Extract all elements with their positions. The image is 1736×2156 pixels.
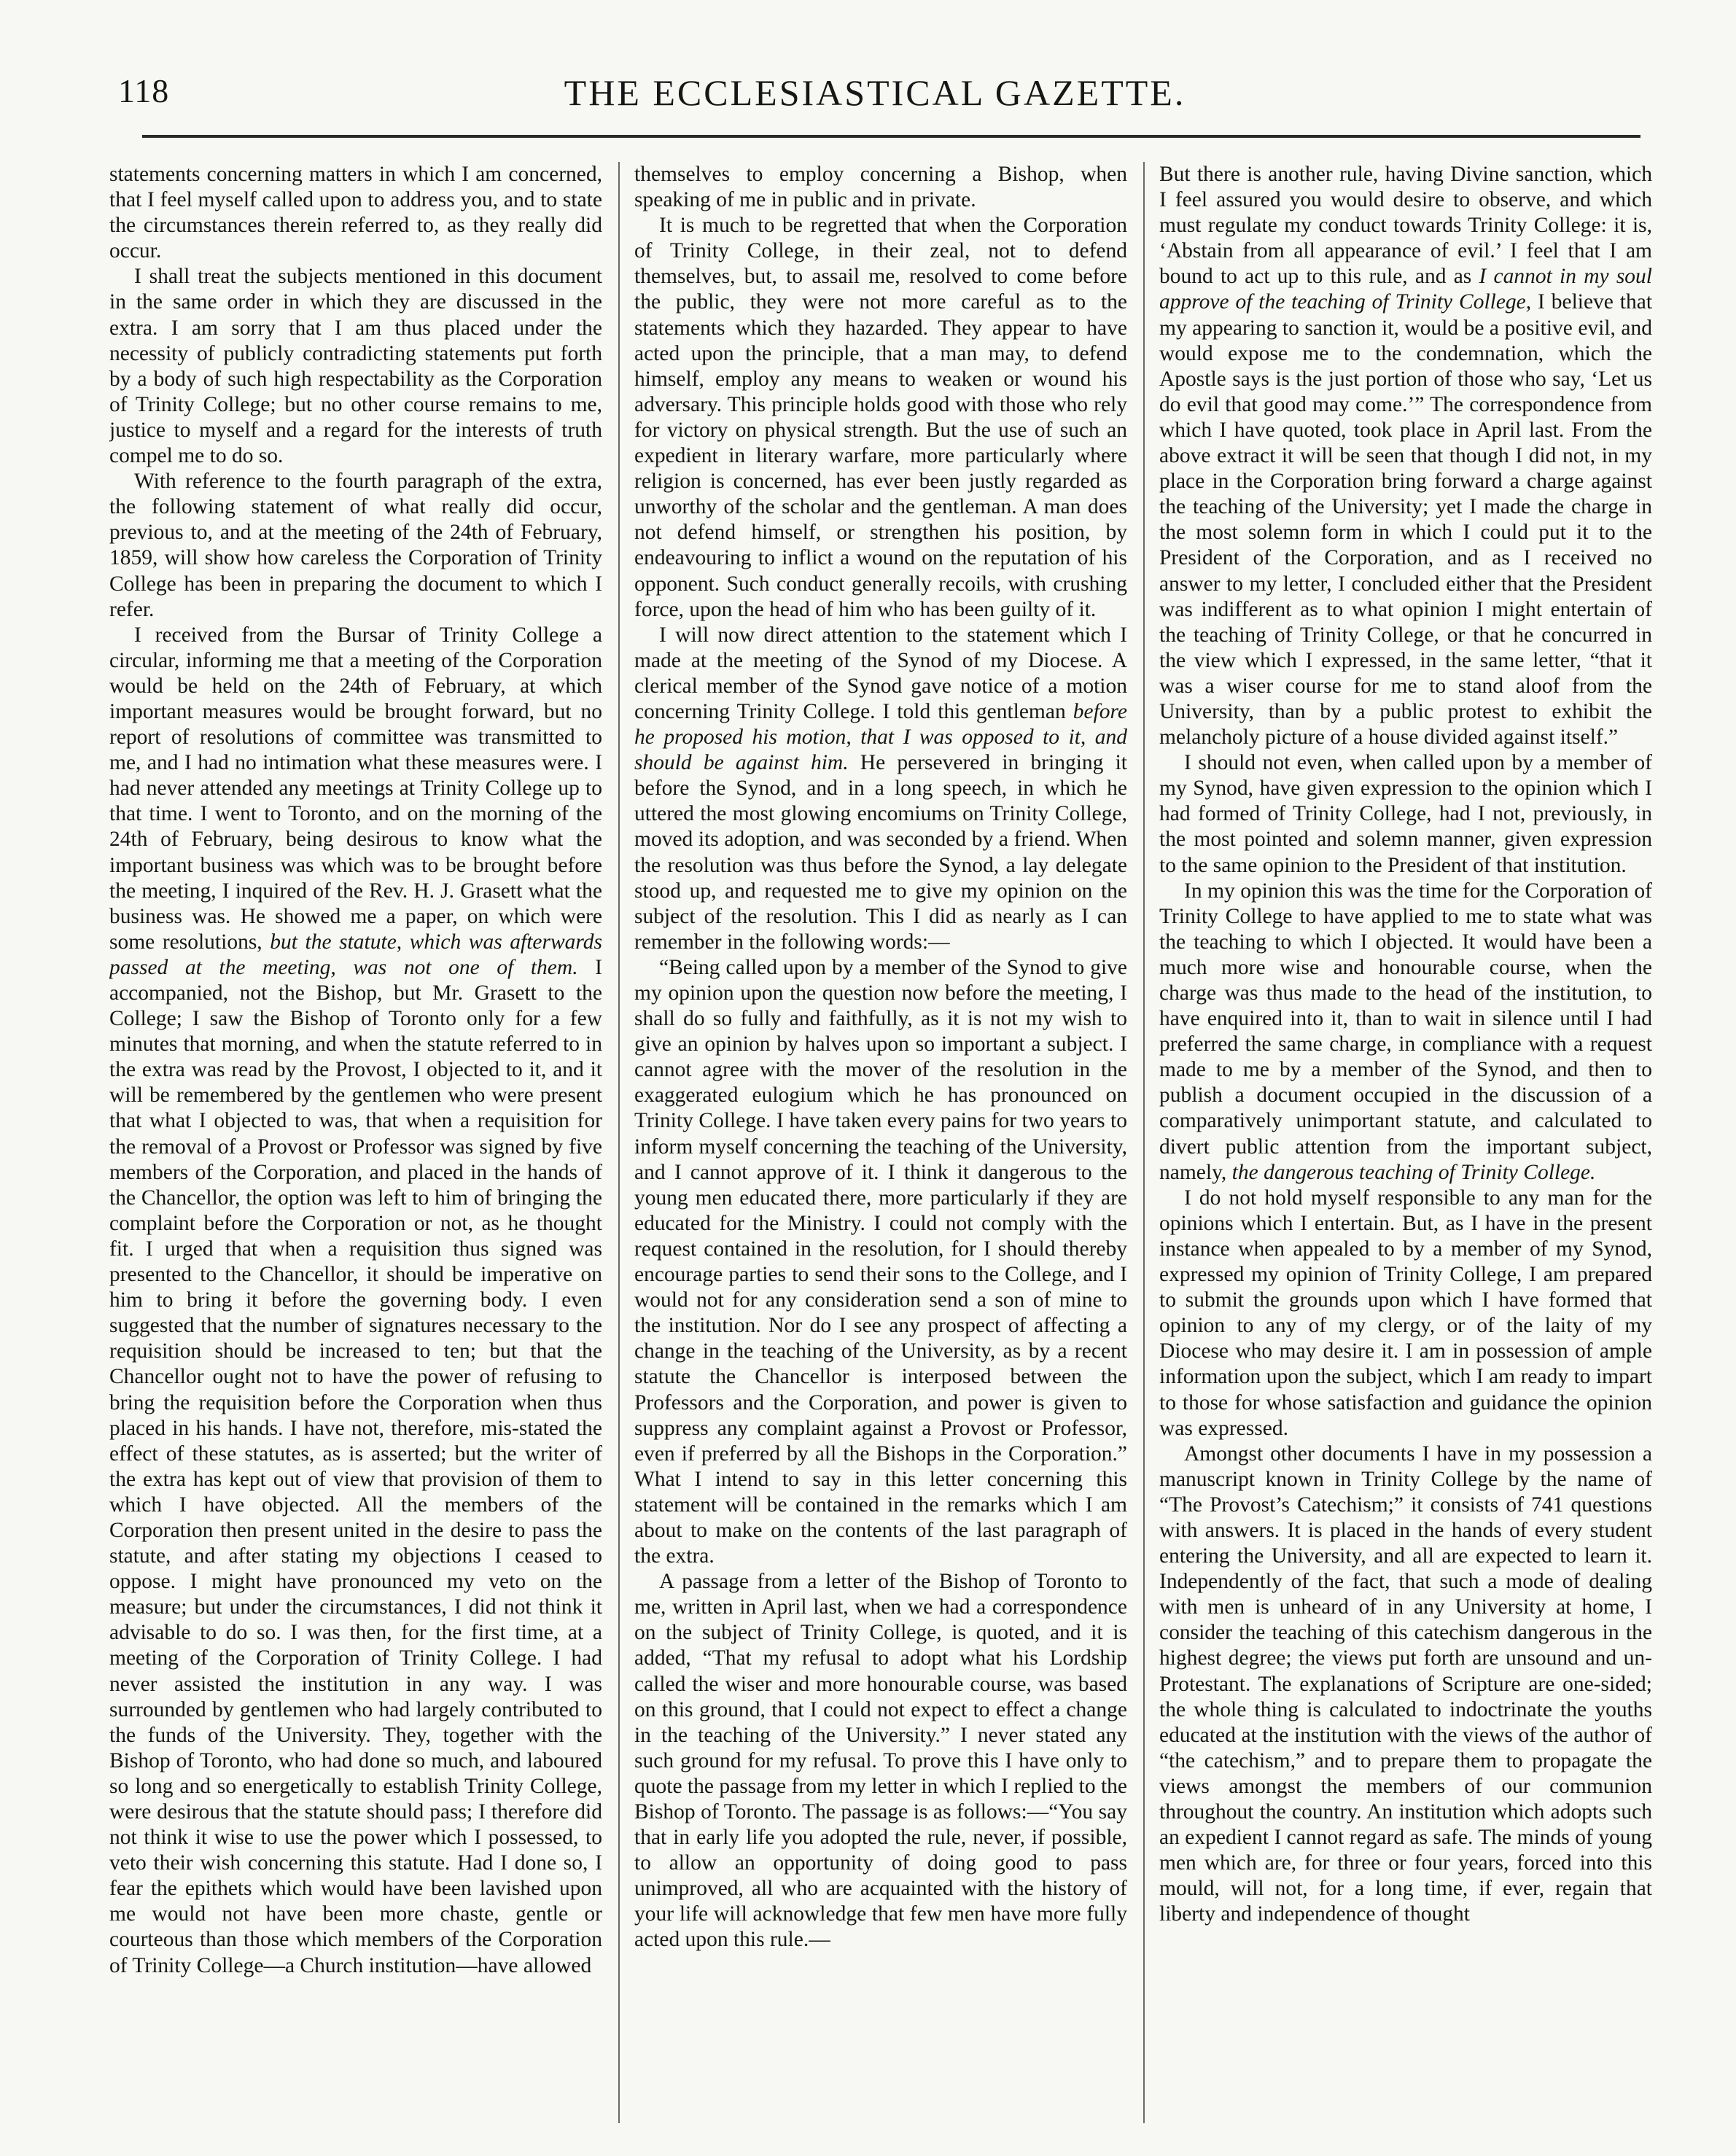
article-columns <box>109 162 1652 2123</box>
paragraph-text: It is much to be regretted that when the Corporation of Trinity College, in their zeal, not to defend themselves, but, to assail me, resolved to come before the public, they were not more careful as to the statements which they hazarded. They appear to have acted upon the principle, that a man may, to defend himself, employ any means to weaken or wound his adversary. This principle holds good with those who rely for victory on physical strength. But the use of such an expedient in literary warfare, more particularly where religion is concerned, has ever been justly regarded as unworthy of the scholar and the gentleman. A man does not defend himself, or strengthen his position, by endeavouring to inflict a wound on the reputation of his opponent. Such conduct generally recoils, with crushing force, upon the head of him who has been guilty of it. <box>634 214 1127 621</box>
page-number: 118 <box>118 72 170 109</box>
paragraph-text: A passage from a letter of the Bishop of Toronto to me, written in April last, when we had a correspondence on the subject of Trinity College, is quoted, and it is added, “That my refusal to adopt what his Lordship called the wiser and more honourable course, was based on this ground, that I could not expect to effect a change in the teaching of the University.” I never stated any such ground for my refusal. To prove this I have only to quote the passage from my letter in which I replied to the Bishop of Toronto. The passage is as follows:—“You say that in early life you adopted the rule, never, if possible, to allow an opportunity of doing good to pass unimproved, all who are acquainted with the history of your life will acknowledge that few men have more fully acted upon this rule.— <box>634 1570 1127 1952</box>
paragraph-text: I will now direct attention to the statement which I made at the meeting of the Synod of my Diocese. A clerical member of the Synod gave notice of a motion concerning Trinity College. I told this gentleman <box>634 623 1127 723</box>
paragraph-text: In my opinion this was the time for the Corporation of Trinity College to have applied to me to state what was the teaching to which I objected. It would have been a much more wise and honourable course, when the charge was thus made to the head of the institution, to have enquired into it, than to wait in silence until I had preferred the same charge, in compliance with a request made to me by a member of the Synod, and then to publish a document occupied in the discussion of a comparatively unimportant statute, and calculated to divert public attention from the important subject, namely, <box>1159 879 1652 1184</box>
paragraph-text: I shall treat the subjects mentioned in this document in the same order in which they are discussed in the extra. I am sorry that I am thus placed under the necessity of publicly contradicting statements put forth by a body of such high respectability as the Corporation of Trinity College; but no other course remains to me, justice to myself and a regard for the interests of truth compel me to do so. <box>109 265 602 468</box>
paragraph <box>1159 1441 1652 1928</box>
column-divider <box>618 162 620 2123</box>
paragraph-text: With reference to the fourth paragraph of the extra, the following statement of what really did occur, previous to, and at the meeting of the 24th of February, 1859, will show how careless the Corporation of Trinity College has been in preparing the document to which I refer. <box>109 470 602 621</box>
paragraph <box>634 213 1127 623</box>
paragraph <box>634 1569 1127 1953</box>
paragraph-text: He persevered in bringing it before the Synod, and in a long speech, in which he uttered the most glowing encomiums on Trinity College, moved its adoption, and was seconded by a friend. When the resolution was thus before the Synod, a lay delegate stood up, and requested me to give my opinion on the subject of the resolution. This I did as nearly as I can remember in the following words:— <box>634 751 1127 954</box>
paragraph-text: statements concerning matters in which I am concerned, that I feel myself called upon to address you, and to state the circumstances therein referred to, as they really did occur. <box>109 163 602 263</box>
paragraph <box>1159 750 1652 878</box>
paragraph <box>1159 1186 1652 1441</box>
paragraph-text: themselves to employ concerning a Bishop, when speaking of me in public and in private. <box>634 163 1127 212</box>
paragraph-text: I believe that my appearing to sanction it, would be a positive evil, and would expose me to the condemnation, which the Apostle says is the just portion of those who say, ‘Let us do evil that good may come.’” The correspondence from which I have quoted, took place in April last. From the above extract it will be seen that though I did not, in my place in the Corporation bring forward a charge against the teaching of the University; yet I made the charge in the most solemn form in which I could put it to the President of the Corporation, and as I received no answer to my letter, I concluded either that the President was indifferent as to what opinion I might entertain of the teaching of Trinity College, or that he concurred in the view which I expressed, in the same letter, “that it was a wiser course for me to stand aloof from the University, than by a public protest to exhibit the melancholy picture of a house divided against itself.” <box>1159 290 1652 750</box>
header-rule <box>142 135 1640 138</box>
paragraph <box>634 955 1127 1569</box>
column-divider <box>1143 162 1145 2123</box>
paragraph-text: But there is another rule, having Divine sanction, which I feel assured you would desire to observe, and which must regulate my conduct towards Trinity College: it is, ‘Abstain from all appearance of evil.’ I feel that I am bound to act up to this rule, and as <box>1159 163 1652 289</box>
paragraph <box>109 469 602 623</box>
column-3 <box>1159 162 1652 2123</box>
paragraph <box>109 264 602 469</box>
paragraph-text: I received from the Bursar of Trinity College a circular, informing me that a meeting of the Corporation would be held on the 24th of February, at which important measures would be brought forward, but no report of resolutions of committee was transmitted to me, and I had no intimation what these measures were. I had never attended any meetings at Trinity College up to that time. I went to Toronto, and on the morning of the 24th of February, being desirous to know what the important business was which was to be brought before the meeting, I inquired of the Rev. H. J. Grasett what the business was. He showed me a paper, on which were some resolutions, <box>109 623 602 954</box>
paragraph <box>109 162 602 264</box>
running-title: THE ECCLESIASTICAL GAZETTE. <box>564 72 1186 113</box>
column-1 <box>109 162 602 2123</box>
italic-text: the dangerous teaching of Trinity College. <box>1231 1160 1596 1184</box>
paragraph-text: I should not even, when called upon by a member of my Synod, have given expression to the opinion which I had formed of Trinity College, had I not, previously, in the most pointed and solemn manner, given expression to the same opinion to the President of that institution. <box>1159 751 1652 877</box>
italic-text: before he proposed his motion, that I was opposed to it, and should be against him. <box>634 699 1127 775</box>
column-2 <box>634 162 1127 2123</box>
paragraph <box>1159 879 1652 1186</box>
paragraph <box>634 623 1127 955</box>
italic-text: but the statute, which was afterwards passed at the meeting, was not one of them. <box>109 930 602 979</box>
paragraph <box>1159 162 1652 750</box>
paragraph-text: Amongst other documents I have in my possession a manuscript known in Trinity College by the name of “The Provost’s Catechism;” it consists of 741 questions with answers. It is placed in the hands of every student entering the University, and all are expected to learn it. Independently of the fact, that such a mode of dealing with men is unheard of in any University at home, I consider the teaching of this catechism dangerous in the highest degree; the views put forth are unsound and un-Protestant. The explanations of Scripture are one-sided; the whole thing is calculated to indoctrinate the youths educated at the institution with the views of the author of “the catechism,” and to prepare them to propagate the views amongst the members of our communion throughout the country. An institution which adopts such an expedient I cannot regard as safe. The minds of young men which are, for three or four years, forced into this mould, will not, for a long time, if ever, regain that liberty and independence of thought <box>1159 1441 1652 1926</box>
paragraph <box>109 623 602 1979</box>
page-header <box>109 71 1640 115</box>
italic-text: I cannot in my soul approve of the teaching of Trinity College, <box>1159 265 1652 314</box>
paragraph <box>634 162 1127 213</box>
paragraph-text: I do not hold myself responsible to any man for the opinions which I entertain. But, as I have in the present instance when appealed to by a member of my Synod, expressed my opinion of Trinity College, I am prepared to submit the grounds upon which I have formed that opinion to any of my clergy, or of the laity of my Diocese who may desire it. I am in possession of ample information upon the subject, which I am ready to impart to those for whose satisfaction and guidance the opinion was expressed. <box>1159 1186 1652 1440</box>
paragraph-text: I accompanied, not the Bishop, but Mr. Grasett to the College; I saw the Bishop of Toronto only for a few minutes that morning, and when the statute referred to in the extra was read by the Provost, I objected to it, and it will be remembered by the gentlemen who were present that what I objected to was, that when a requisition for the removal of a Provost or Professor was signed by five members of the Corporation, and placed in the hands of the Chancellor, the option was left to him of bringing the complaint before the Corporation or not, as he thought fit. I urged that when a requisition thus signed was presented to the Chancellor, it should be imperative on him to bring it before the governing body. I even suggested that the number of signatures necessary to the requisition should be increased to ten; but that the Chancellor ought not to have the power of refusing to bring the requisition before the Corporation when thus placed in his hands. I have not, therefore, mis-stated the effect of these statutes, as is asserted; but the writer of the extra has kept out of view that provision of them to which I have objected. All the members of the Corporation then present united in the desire to pass the statute, and after stating my objections I ceased to oppose. I might have pronounced my veto on the measure; but under the circumstances, I did not think it advisable to do so. I was then, for the first time, at a meeting of the Corporation of Trinity College. I had never assisted the institution in any way. I was surrounded by gentlemen who had largely contributed to the funds of the University. They, together with the Bishop of Toronto, who had done so much, and laboured so long and so energetically to establish Trinity College, were desirous that the statute should pass; I therefore did not think it wise to use the power which I possessed, to veto their wish concerning this statute. Had I done so, I fear the epithets which would have been lavished upon me would not have been more chaste, gentle or courteous than those which members of the Corporation of Trinity College—a Church institution—have allowed <box>109 955 602 1977</box>
paragraph-text: “Being called upon by a member of the Synod to give my opinion upon the question now before the meeting, I shall do so fully and faithfully, as it is not my wish to give an opinion by halves upon so important a subject. I cannot agree with the mover of the resolution in the exaggerated eulogium which he has pronounced on Trinity College. I have taken every pains for two years to inform myself concerning the teaching of the University, and I cannot approve of it. I think it dangerous to the young men educated there, more particularly if they are educated for the Ministry. I could not comply with the request contained in the resolution, for I should thereby encourage parties to send their sons to the College, and I would not for any consideration send a son of mine to the institution. Nor do I see any prospect of affecting a change in the teaching of the University, as by a recent statute the Chancellor is interposed between the Professors and the Corporation, and power is given to suppress any complaint against a Provost or Professor, even if preferred by all the Bishops in the Corporation.” What I intend to say in this letter concerning this statement will be contained in the remarks which I am about to make on the contents of the last paragraph of the extra. <box>634 955 1127 1568</box>
